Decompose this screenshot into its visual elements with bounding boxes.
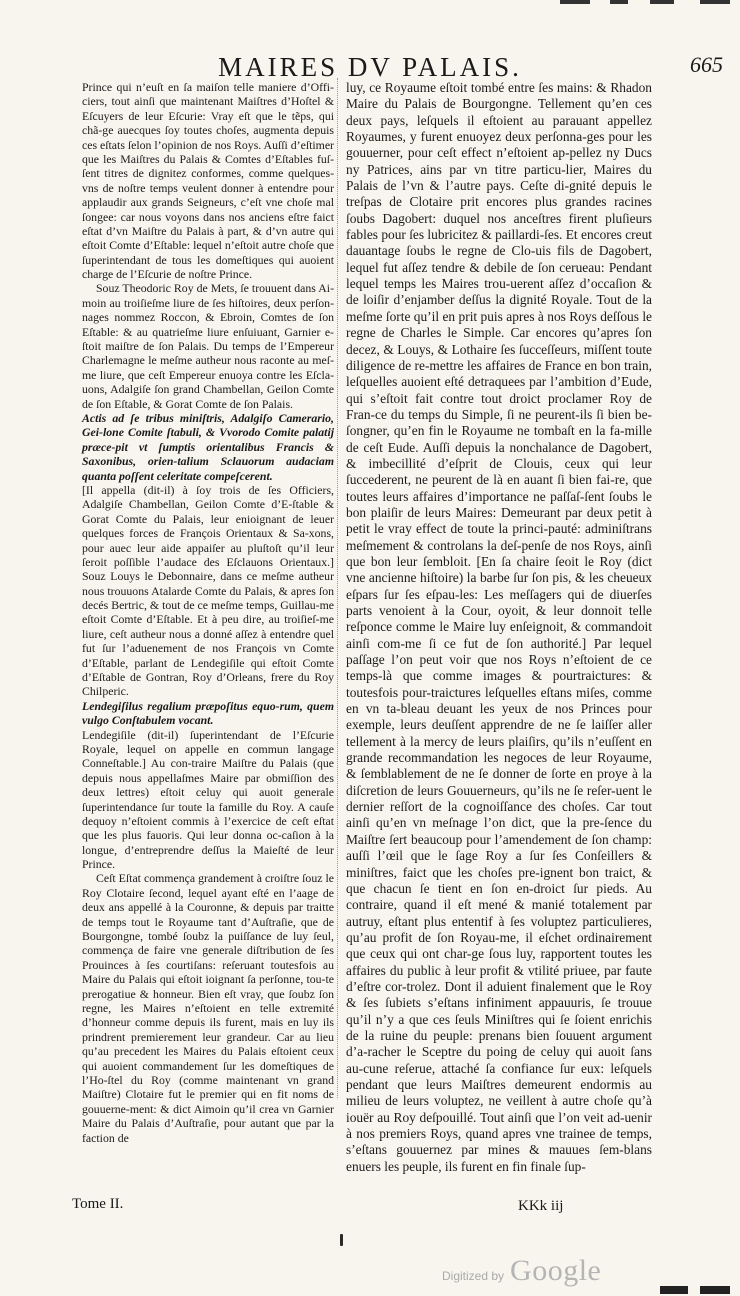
left-paragraph: Souz Theodoric Roy de Mets, ſe trouuent dans Ai-moin au troiſieſme liure de ſes hiſtoires, deux perſon-nages nommez Roccon, & Ebroin, Comtes de ſon Eſtable: & au quatrieſme liure enſuiuant, Garnier e-ſtoit maiſtre de ſon Palais. Du temps de l’Empereur Charlemagne le meſme autheur nous raconte au meſ-me liure, que ceſt Empereur enuoya contre les Eſcla-uons, Adalgiſe ſon grand Chambellan, Geilon Comte de ſon Eſtable, & Gorat Comte de ſon Palais.: [82, 281, 334, 411]
right-paragraph: luy, ce Royaume eſtoit tombé entre ſes mains: & Rhadon Maire du Palais de Bourgongne. Tellement qu’en ces deux pays, leſquels il eſtoient au parauant appellez Royaumes, y furent enuoyez deux perſonna-ges pour les gouuerner, pour ceſt effect n’eſtoient ap-pellez ny Ducs ny Patrices, ains par vn titre particu-lier, Maires du Palais de l’vn & l’autre pays. Ceſte di-gnité depuis le treſpas de Clotaire prit encores plus grandes racines ſoubs Dagobert: duquel nos anceſtres firent pluſieurs fables pour ſes lubricitez & paillardi-ſes. Et encores creut dauantage ſoubs le regne de Clo-uis fils de Dagobert, lequel fut aſſez tendre & debile de ſon cerueau: Pendant lequel temps les Maires trou-uerent aſſez d’occaſion & de loiſir d’enjamber deſſus la dignité Royale. Tout de la meſme ſorte qu’il en prit puis apres à nos Roys deſſous le regne de Charles le Simple. Car encores qu’apres ſon decez, & Louys, & Lothaire ſes ſucceſſeurs, miſſent toute diligence de re-mettre les affaires de France en bon train, leſquelles auoient eſté detraquees par l’ambition d’Eude, qui s’eſtoit fait contre tout droict proclamer Roy de Fran-ce du temps du Simple, ſi ne peurent-ils ſi bien be-ſongner, qu’en fin le Royaume ne tombaſt en la fa-mille de ceſt Eude. Auſſi depuis la nonchalance de Dagobert, & imbecillité d’eſprit de Clouis, ceux qui leur ſuccederent, ne peurent de là en auant ſi bien fai-re, que toutes leurs affaires d’importance ne paſſaſ-ſent ſoubs le bon plaiſir de leurs Maires: Demeurant par deux petit à petit le vray effect de toute la princi-pauté: adminiſtrans meſmement & controlans la deſ-penſe de nos Roys, ainſi que bon leur ſembloit. [En ſa chaire ſeoit le Roy (dict vne ancienne hiſtoire) la barbe ſur ſon pis, & les cheueux eſpars ſur ſes eſpau-les: Les meſſagers qui de diuerſes parts venoient à la Cour, oyoit, & leur donnoit telle reſponce comme le Maire luy enſeignoit, & commandoit ainſi com-me ſi ce fut de ſon authorité.] Par lequel paſſage l’on peut voir que nos Roys n’eſtoient de ce temps-là que comme images & pourtraictures: & toutesfois pour-traictures leſquelles eſtans miſes, comme en vn ta-bleau deuant les yeux de nos Princes pour exemple, leurs deuſſent apprendre de ne ſe laiſſer aller tellement à la mercy de leurs plaiſirs, qu’ils n’euſſent en grande recommandation les negoces de leur Royaume, & ſemblablement de ne ſe donner de ſorte en proye à la diſcretion de leurs Gouuerneurs, qu’ils ne ſe reſer-uent le dernier reſſort de la cognoiſſance des choſes. Car tout ainſi qu’en vn meſnage l’on dict, que la pre-ſence du Maiſtre ſert beaucoup pour l’amendement de ſon champ: auſſi l’œil que le ſage Roy a ſur ſes Conſeillers & miniſtres, faict que les choſes pre-ignent bon traict, & que chacun ſe tient en ſon en-droict ſur pieds. Au contraire, quand il eſt mené & manié totalement par autruy, eſtant plus ententif à ſes voluptez particulieres, qu’au profit de ſon Royau-me, il eſchet ordinairement que ceux qui ont char-ge ſous luy, rapportent toutes les affaires du public à leur profit & vtilité priuee, par faute d’eſtre cor-trolez. Dont il aduient finalement que le Roy & ſes ſubiets s’eſtans infiniment appauuris, ſe trouue qu’il n’y a que ces ſeuls Miniſtres qui ſe ſoient enrichis de la ruine du peuple: prenans bien ſouuent argument d’a-racher le Sceptre du poing de celuy qui auoit ſans au-cune reſerue, attaché ſa confiance ſur eux: leſquels pendant que leurs Maiſtres demeurent endormis au milieu de leurs voluptez, ne veillent à autre choſe qu’à iouër au Roy deſpouillé. Tout ainſi que l’on veit ad-uenir à nos premiers Roys, quand apres vne trainee de temps, s’eſtans gouuernez par mines & mauues ſem-blans enuers les peuple, ils furent en fin finale ſup-: [346, 80, 653, 1174]
left-paragraph: Ceſt Eſtat commença grandement à croiſtre ſouz le Roy Clotaire ſecond, lequel ayant eſté en l’aage de deux ans appellé à la Couronne, & depuis par traitte de temps tout le Royaume tant d’Auſtraſie, que de Bourgongne, tombé ſoubz la puiſſance de luy ſeul, commença de faire vne generale diſtribution de ſes Prouinces à ſes courtiſans: reſeruant toutesfois au Maire du Palais qui eſtoit ioignant ſa perſonne, tou-te prerogatiue & honneur. Bien eſt vray, que ſoubz ſon regne, les Maires n’eſtoient en telle extremité d’honneur comme depuis ils furent, mais en luy ils prindrent premierement leur grandeur. Car au lieu qu’au precedent les Maires du Palais eſtoient ceux qui auoient commandement ſur les domeſtiques de l’Ho-ſtel du Roy (comme maintenant vn grand Maiſtre) Clotaire fut le premier qui en fit noms de gouuerne-ment: & dict Aimoin qu’il crea vn Garnier Maire du Palais d’Auſtraſie, pour autant que par la faction de: [82, 871, 334, 1145]
bottom-edge-bleed: [650, 1284, 740, 1296]
latin-quote: Actis ad ſe tribus miniſtris, Adalgiſo Camerario, Gei-lone Comite ſtabuli, & Vvorodo Comite palatij præce-pit vt ſumptis orientalibus Francis & Saxonibus, orien-talium Sclauorum audaciam quanta poſſent celeritate compeſcerent.: [82, 410, 334, 483]
google-logo: Google: [510, 1254, 602, 1287]
page-number: 665: [690, 52, 723, 77]
left-paragraph: [Il appella (dit-il) à ſoy trois de ſes Officiers, Adalgiſe Chambellan, Geilon Comte d’E-ſtable & Gorat Comte du Palais, leur enioignant de leuer quelques forces de François Orientaux & Sa-xons, pour auec leur aide appaiſer au pluſtoſt qu’il leur ſeroit poſſible l’audace des Eſclauons Orientaux.] Souz Louys le Debonnaire, dans ce meſme autheur nous trouuons Atalarde Comte du Palais, & apres ſon decés Bertric, & tout de ce meſme temps, Guillau-me eſtoit Comte d’Eſtable. Et à peu dire, au troiſieſ-me liure, ceſt autheur nous a donné aſſez à entendre quel fut ſur l’aduenement de nos François vn Comte d’Eſtable, parlant de Lendegiſile qui eſtoit Comte d’Eſtable de Gontran, Roy d’Orleans, frere du Roy Chilperic.: [82, 482, 334, 699]
left-column: [82, 80, 334, 1145]
left-paragraph: Lendegiſile (dit-il) ſuperintendant de l’Eſcurie Royale, lequel on appelle en commun langage Conneſtable.] Au con-traire Maiſtre du Palais (que depuis nous appellaſmes Maire par obmiſſion des deux lettres) eſtoit celuy qui auoit generale ſuperintendance ſur toute la famille du Roy. A cauſe dequoy n’eſtoient commis à l’exercice de ceſt eſtat que les plus fauoris. Qui leur donna oc-caſion à la longue, d’entreprendre deſſus la Maieſté de leur Prince.: [82, 727, 334, 872]
running-title: MAIRES DV PALAIS.: [218, 52, 522, 82]
right-column: [346, 80, 652, 1175]
top-edge-bleed: [540, 0, 740, 8]
printer-mark: [340, 1234, 343, 1246]
digitized-watermark: [442, 1254, 601, 1288]
left-paragraph: Prince qui n’euſt en ſa maiſon telle maniere d’Offi-ciers, tout ainſi que maintenant Maiſtres d’Hoſtel & Eſcuyers de leur Eſcurie: Vray eſt que le tẽps, qui chã-ge auecques ſoy toutes choſes, augmenta depuis ces eſtats ſelon l’opinion de nos Roys. Auſſi d’eſtimer que les Maiſtres du Palais & Comtes d’Eſtables fuſ-ſent titres de dignitez conformes, comme quelques-vns de noſtre temps veulent donner à entendre pour applaudir aux grands Seigneurs, c’eſt vne choſe mal ſongee: car nous voyons dans nos anciens eſtre faict eſtat d’vn Maiſtre du Palais à part, & d’vn autre qui eſtoit Comte d’Eſtable: lequel n’eſtoit autre choſe que ſuperintendant de tous les domeſtiques qui auoient charge de l’Eſcurie de noſtre Prince.: [82, 80, 334, 282]
latin-quote: Lendegiſilus regalium præpoſitus equo-rum, quem vulgo Conſtabulem vocant.: [82, 698, 334, 728]
watermark-prefix: Digitized by: [442, 1269, 505, 1283]
signature-mark: KKk iij: [518, 1198, 564, 1214]
column-divider: [337, 78, 339, 1098]
volume-label: Tome II.: [72, 1196, 124, 1212]
